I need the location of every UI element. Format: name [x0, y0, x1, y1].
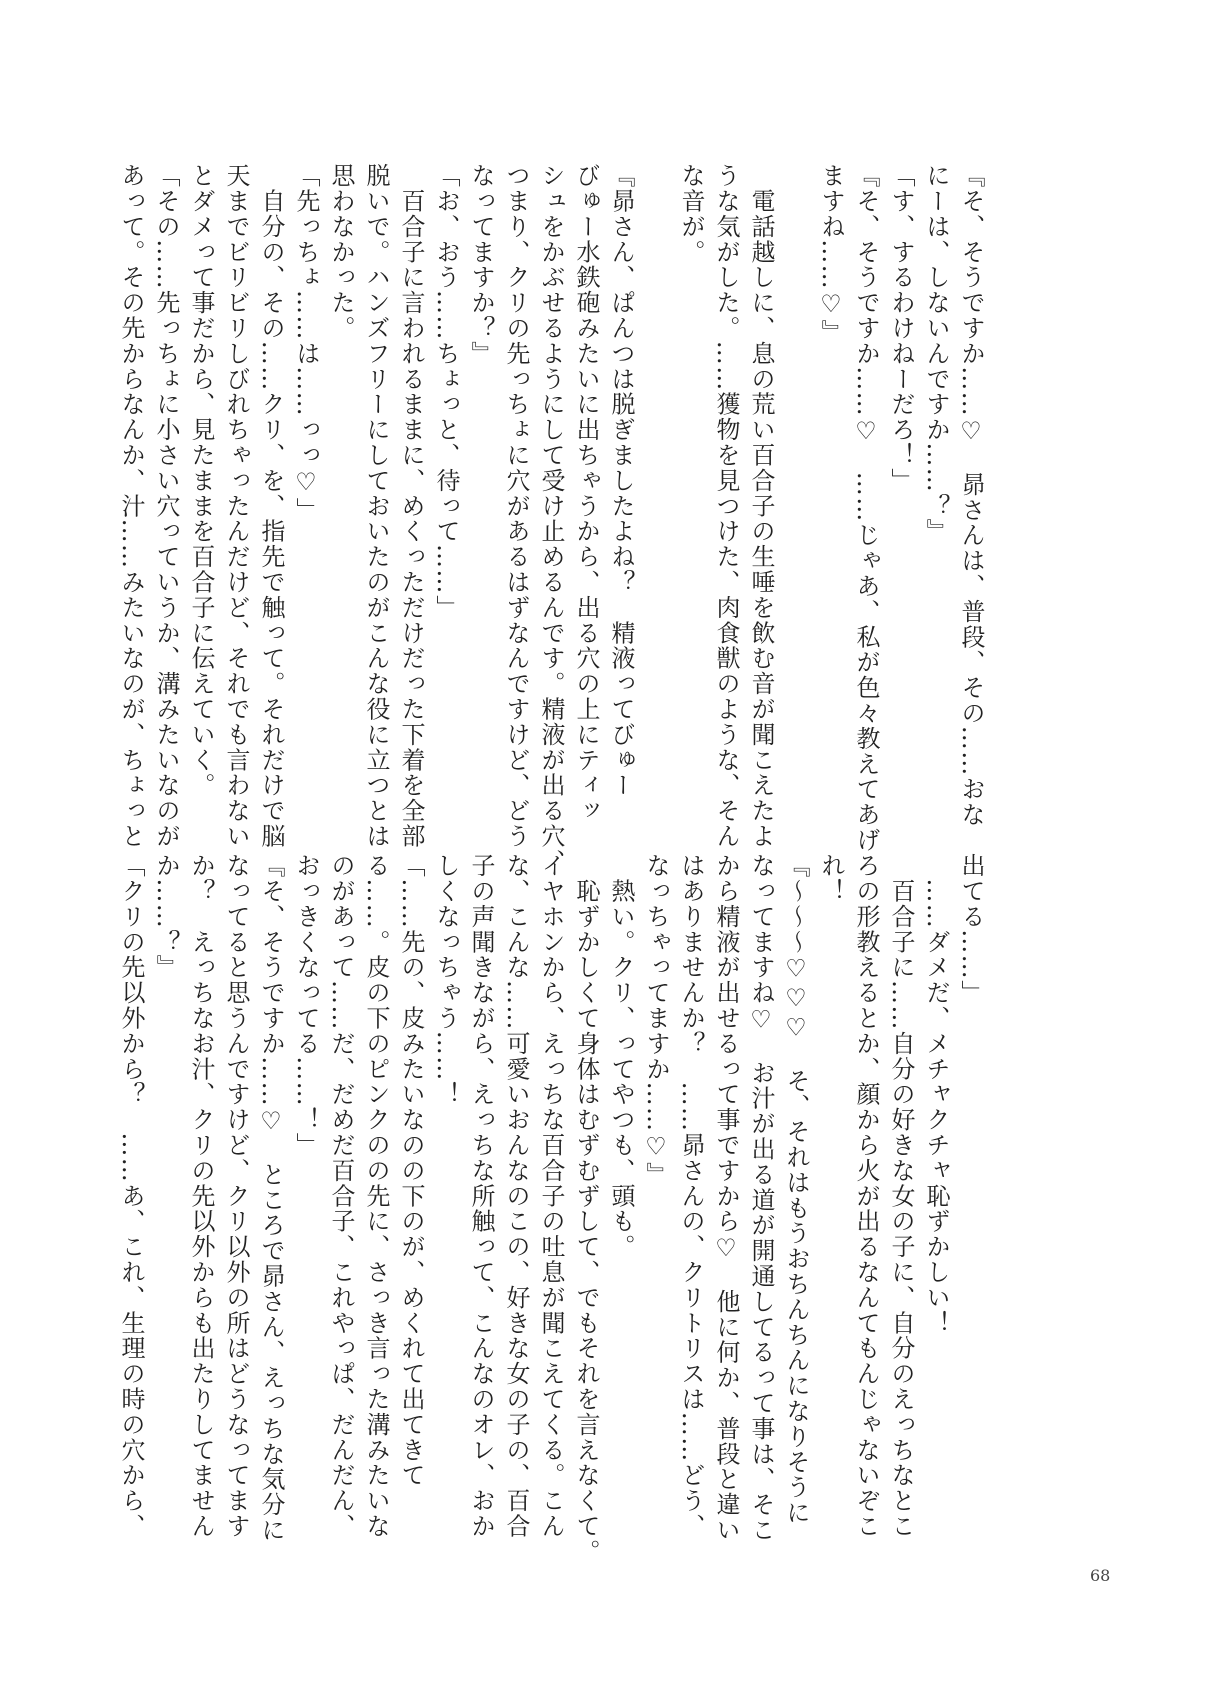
text-line: しくなっちゃう……！: [432, 853, 460, 1107]
text-line: あって。その先からなんか、汁……みたいなのが、ちょっと: [117, 163, 145, 849]
text-line: [778, 163, 813, 813]
text-line: な、こんな……可愛いおんなのこの、好きな女の子の、百合: [502, 853, 530, 1539]
text-line: 「先っちょ……は……っっ♡」: [292, 163, 320, 523]
text-line: ろの形教えるとか、顔から火が出るなんてもんじゃないぞこ: [852, 853, 880, 1539]
text-line: イヤホンから、えっちな百合子の吐息が聞こえてくる。こん: [537, 853, 565, 1539]
text-line: から精液が出せるって事ですから♡ 他に何か、普段と違い: [712, 853, 740, 1543]
text-line: [638, 163, 673, 813]
text-line: 「……先の、皮みたいなのの下のが、めくれて出てきて: [397, 853, 425, 1488]
text-line: 『～～～♡♡♡ そ、それはもうおちんちんになりそうに: [782, 853, 810, 1526]
text-line: 『そ、そうですか……♡ ところで昴さん、えっちな気分に: [257, 853, 285, 1543]
text-line: 「その……先っちょに小さい穴っていうか、溝みたいなのが: [152, 163, 180, 849]
text-line: 「お、おう……ちょっと、待って……」: [432, 163, 460, 621]
lower-text-block: [113, 853, 988, 1565]
upper-text-block: [113, 163, 988, 875]
text-line: なってますね♡ お汁が出る道が開通してるって事は、そこ: [747, 853, 775, 1543]
text-line: ……ダメだ、メチャクチャ恥ずかしい！: [922, 853, 950, 1336]
text-line: うな気がした。……獲物を見つけた、肉食獣のような、そん: [712, 163, 740, 849]
text-line: 恥ずかしくて身体はむずむずして、でもそれを言えなくて。: [572, 853, 600, 1565]
text-line: 『そ、そうですか……♡ ……じゃあ、私が色々教えてあげ: [852, 163, 880, 853]
text-line: 脱いで。ハンズフリーにしておいたのがこんな役に立つとは: [362, 163, 390, 849]
text-line: 「す、するわけねーだろ！」: [887, 163, 915, 494]
text-line: シュをかぶせるようにして受け止めるんです。精液が出る穴、: [537, 163, 565, 875]
text-line: 『そ、そうですか……♡ 昴さんは、普段、その……おな: [957, 163, 985, 828]
text-line: にーは、しないんですか……？』: [922, 163, 950, 544]
text-line: 「クリの先以外から？ ……あ、これ、生理の時の穴から、: [117, 853, 145, 1539]
text-line: のがあって……だ、だめだ百合子、これやっぱ、だんだん、: [327, 853, 355, 1539]
text-line: とダメって事だから、見たままを百合子に伝えていく。: [187, 163, 215, 798]
text-line: 『昴さん、ぱんつは脱ぎましたよね？ 精液ってびゅー: [607, 163, 635, 798]
text-line: なっちゃってますか……♡』: [642, 853, 670, 1188]
text-line: な音が。: [677, 163, 705, 265]
text-line: 思わなかった。: [327, 163, 355, 341]
text-line: ますね……♡』: [817, 163, 845, 345]
text-line: 百合子に言われるままに、めくっただけだった下着を全部: [397, 163, 425, 849]
text-line: れ！: [817, 853, 845, 904]
text-line: 出てる……」: [957, 853, 985, 1006]
text-line: 電話越しに、息の荒い百合子の生唾を飲む音が聞こえたよ: [747, 163, 775, 849]
text-line: 自分の、その……クリ、を、指先で触って。それだけで脳: [257, 163, 285, 849]
text-line: 子の声聞きながら、えっちな所触って、こんなのオレ、おか: [467, 853, 495, 1539]
text-line: なってると思うんですけど、クリ以外の所はどうなってます: [222, 853, 250, 1539]
text-line: 熱い。クリ、ってやつも、頭も。: [607, 853, 635, 1260]
text-line: 百合子に……自分の好きな女の子に、自分のえっちなとこ: [887, 853, 915, 1539]
page-number: 68: [1090, 1566, 1111, 1585]
text-line: つまり、クリの先っちょに穴があるはずなんですけど、どう: [502, 163, 530, 849]
text-line: か？ えっちなお汁、クリの先以外からも出たりしてません: [187, 853, 215, 1539]
text-line: る……。皮の下のピンクのの先に、さっき言った溝みたいな: [362, 853, 390, 1539]
text-line: なってますか？』: [467, 163, 495, 367]
text-line: びゅー水鉄砲みたいに出ちゃうから、出る穴の上にティッ: [572, 163, 600, 824]
text-line: おっきくなってる……！」: [292, 853, 320, 1158]
text-line: 天までビリビリしびれちゃったんだけど、それでも言わない: [222, 163, 250, 849]
text-line: か……？』: [152, 853, 180, 980]
text-line: はありませんか？ ……昴さんの、クリトリスは……どう、: [677, 853, 705, 1539]
